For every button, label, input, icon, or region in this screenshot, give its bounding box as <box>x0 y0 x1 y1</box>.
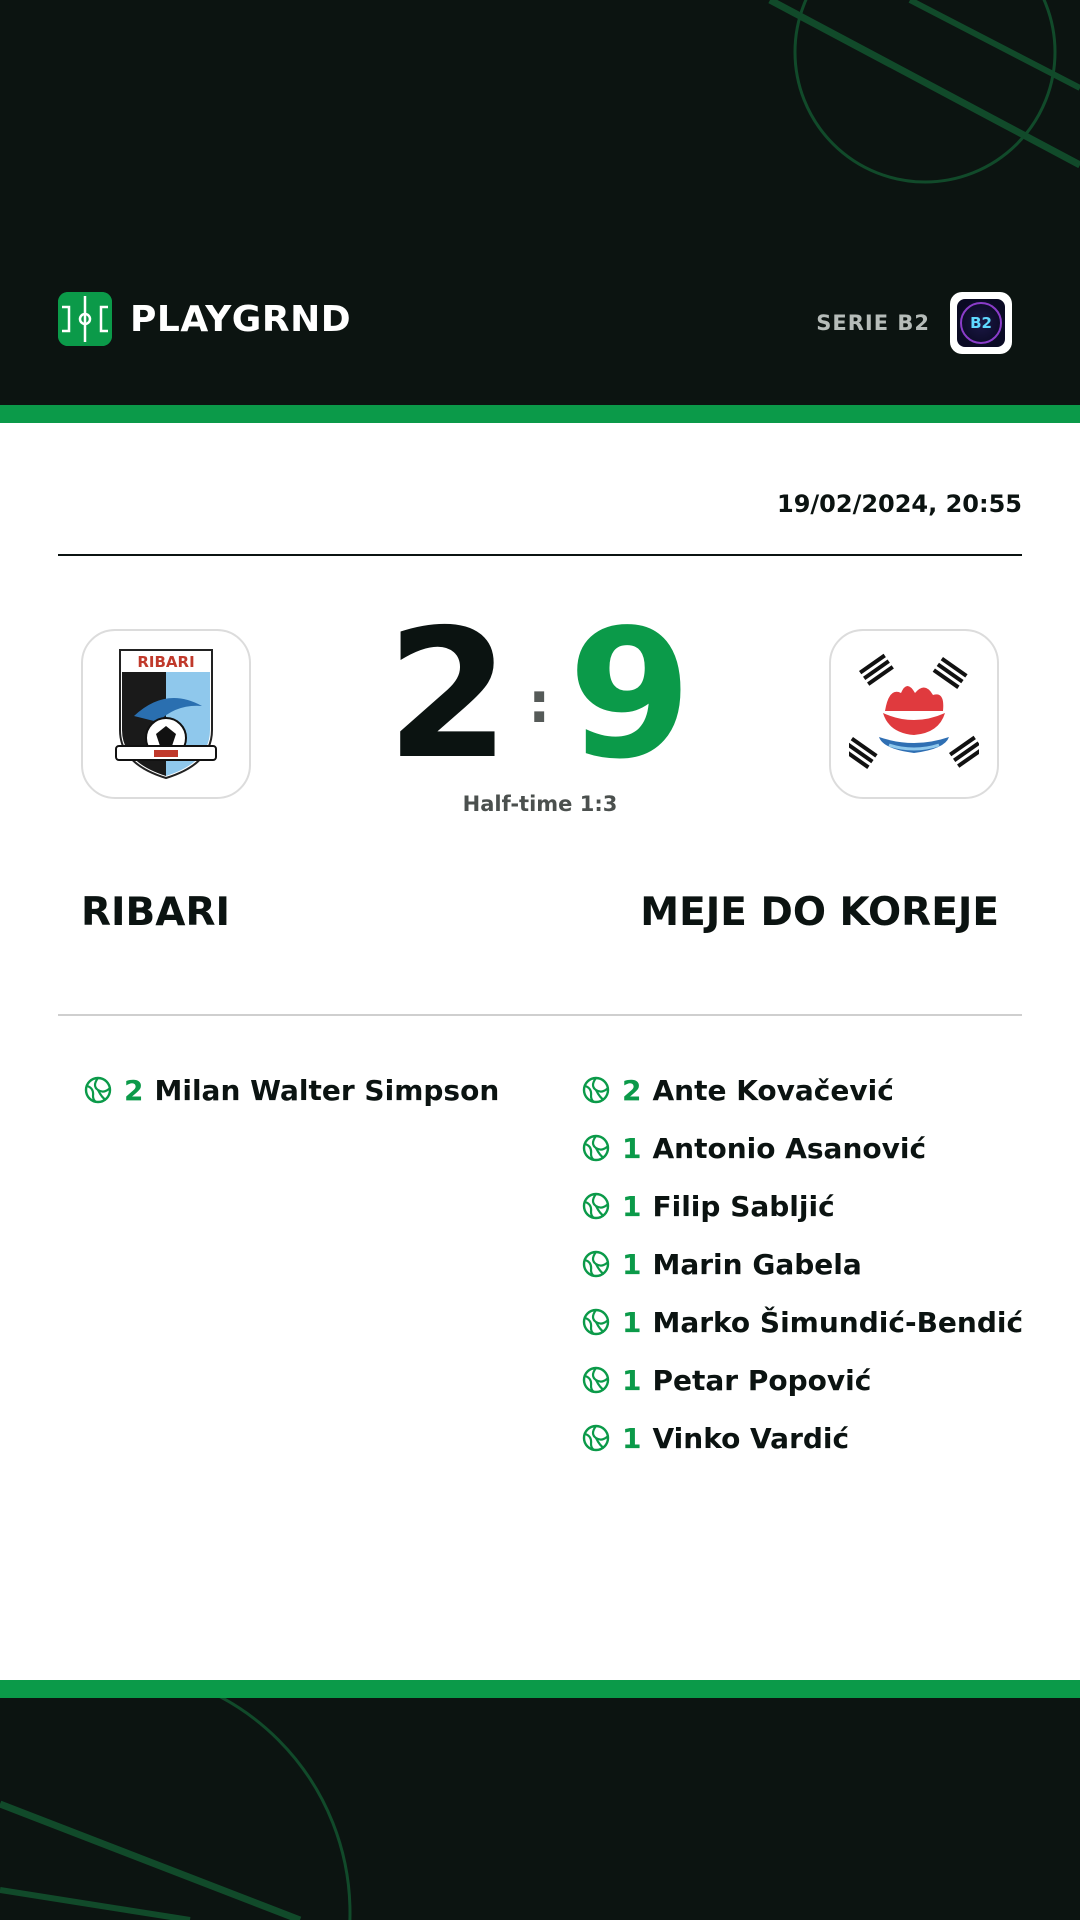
player-name[interactable]: Petar Popović <box>652 1363 872 1397</box>
header <box>0 0 1080 405</box>
player-name[interactable]: Milan Walter Simpson <box>154 1073 500 1107</box>
goal-count: 1 <box>622 1305 642 1339</box>
football-icon <box>582 1250 610 1278</box>
football-icon <box>582 1192 610 1220</box>
goal-count: 1 <box>622 1421 642 1455</box>
away-scorers-list <box>582 1061 1023 1467</box>
away-score: 9 <box>568 591 692 798</box>
pitch-lines-decoration <box>0 1698 1080 1920</box>
brand[interactable] <box>58 292 351 346</box>
league-name: SERIE B2 <box>816 311 930 335</box>
scorer-item <box>582 1061 1023 1119</box>
footer <box>0 1698 1080 1920</box>
away-team-logo[interactable] <box>829 629 999 799</box>
pitch-icon <box>58 292 112 346</box>
meje-do-koreje-crest-icon <box>849 649 979 779</box>
home-team-name[interactable]: RIBARI <box>81 890 230 935</box>
scorer-item <box>582 1235 1023 1293</box>
goal-count: 1 <box>622 1131 642 1165</box>
goal-count: 1 <box>622 1247 642 1281</box>
football-icon <box>84 1076 112 1104</box>
halftime-score: Half-time 1:3 <box>462 792 618 816</box>
football-icon <box>582 1134 610 1162</box>
match-datetime: 19/02/2024, 20:55 <box>777 490 1022 518</box>
scorer-item <box>582 1177 1023 1235</box>
svg-text:RIBARI: RIBARI <box>137 653 195 671</box>
scorer-item <box>582 1409 1023 1467</box>
player-name[interactable]: Ante Kovačević <box>652 1073 894 1107</box>
away-team-name[interactable]: MEJE DO KOREJE <box>640 890 999 935</box>
scorer-item <box>582 1351 1023 1409</box>
divider <box>58 1014 1022 1016</box>
league-badge <box>950 292 1012 354</box>
home-scorers-list <box>84 1061 499 1119</box>
player-name[interactable]: Marko Šimundić-Bendić <box>652 1305 1024 1339</box>
football-icon <box>582 1308 610 1336</box>
divider <box>58 554 1022 556</box>
league-badge-text: B2 <box>970 314 992 332</box>
score-separator: : <box>528 671 551 736</box>
football-icon <box>582 1076 610 1104</box>
goal-count: 1 <box>622 1189 642 1223</box>
accent-bar-top <box>0 405 1080 423</box>
home-score: 2 <box>386 591 510 798</box>
goal-count: 1 <box>622 1363 642 1397</box>
player-name[interactable]: Vinko Vardić <box>652 1421 850 1455</box>
goal-count: 2 <box>124 1073 144 1107</box>
scorer-item <box>582 1119 1023 1177</box>
scorer-item <box>84 1061 499 1119</box>
brand-name: PLAYGRND <box>130 298 352 340</box>
accent-bar-bottom <box>0 1680 1080 1698</box>
scorer-item <box>582 1293 1023 1351</box>
league-logo-icon <box>957 299 1005 347</box>
goal-count: 2 <box>622 1073 642 1107</box>
player-name[interactable]: Antonio Asanović <box>652 1131 927 1165</box>
league[interactable] <box>816 292 1012 354</box>
football-icon <box>582 1366 610 1394</box>
football-icon <box>582 1424 610 1452</box>
player-name[interactable]: Filip Sabljić <box>652 1189 835 1223</box>
player-name[interactable]: Marin Gabela <box>652 1247 862 1281</box>
